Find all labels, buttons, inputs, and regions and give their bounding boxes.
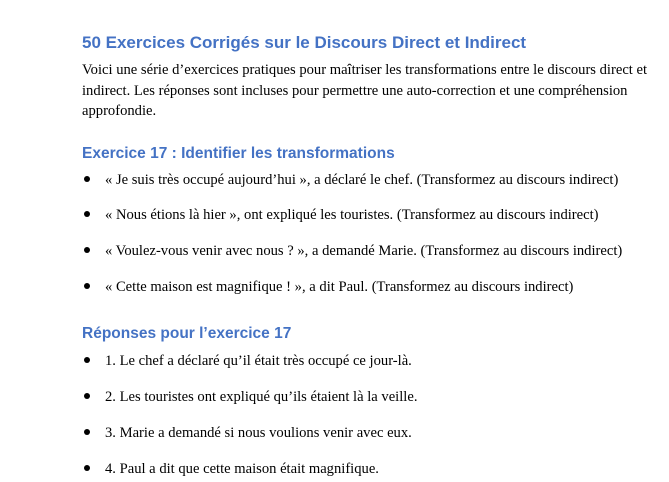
exercise-item-text: « Voulez-vous venir avec nous ? », a demandé Marie. (Transformez au discours indirect) bbox=[105, 243, 623, 259]
intro-paragraph: Voici une série d’exercices pratiques pour maîtriser les transformations entre le discours direct et indirect. Les réponses sont incluses pour permettre une auto-correction et une compréhension approfondie. bbox=[82, 62, 648, 119]
answer-item bbox=[0, 351, 669, 371]
answer-item bbox=[0, 459, 669, 479]
exercise-heading: Exercice 17 : Identifier les transformations bbox=[82, 145, 395, 162]
bullet-icon bbox=[84, 357, 90, 363]
bullet-icon bbox=[84, 393, 90, 399]
exercise-item bbox=[0, 277, 669, 297]
answer-item-text: 2. Les touristes ont expliqué qu’ils étaient là la veille. bbox=[105, 389, 418, 405]
bullet-icon bbox=[84, 247, 90, 253]
answer-item-text: 1. Le chef a déclaré qu’il était très occupé ce jour-là. bbox=[105, 353, 412, 369]
bullet-icon bbox=[84, 429, 90, 435]
bullet-icon bbox=[84, 283, 90, 289]
exercise-item bbox=[0, 205, 669, 225]
bullet-icon bbox=[84, 211, 90, 217]
exercise-item-text: « Cette maison est magnifique ! », a dit Paul. (Transformez au discours indirect) bbox=[105, 279, 574, 295]
exercise-item bbox=[0, 241, 669, 261]
answers-heading: Réponses pour l’exercice 17 bbox=[82, 325, 292, 342]
exercise-item-text: « Je suis très occupé aujourd’hui », a déclaré le chef. (Transformez au discours indirect) bbox=[105, 172, 619, 188]
exercise-item-text: « Nous étions là hier », ont expliqué les touristes. (Transformez au discours indirect) bbox=[105, 207, 599, 223]
exercise-item bbox=[0, 170, 669, 190]
document-title: 50 Exercices Corrigés sur le Discours Direct et Indirect bbox=[82, 33, 527, 52]
answer-item-text: 4. Paul a dit que cette maison était magnifique. bbox=[105, 461, 379, 477]
answer-item-text: 3. Marie a demandé si nous voulions venir avec eux. bbox=[105, 425, 412, 441]
answer-item bbox=[0, 423, 669, 443]
bullet-icon bbox=[84, 465, 90, 471]
bullet-icon bbox=[84, 176, 90, 182]
answer-item bbox=[0, 387, 669, 407]
